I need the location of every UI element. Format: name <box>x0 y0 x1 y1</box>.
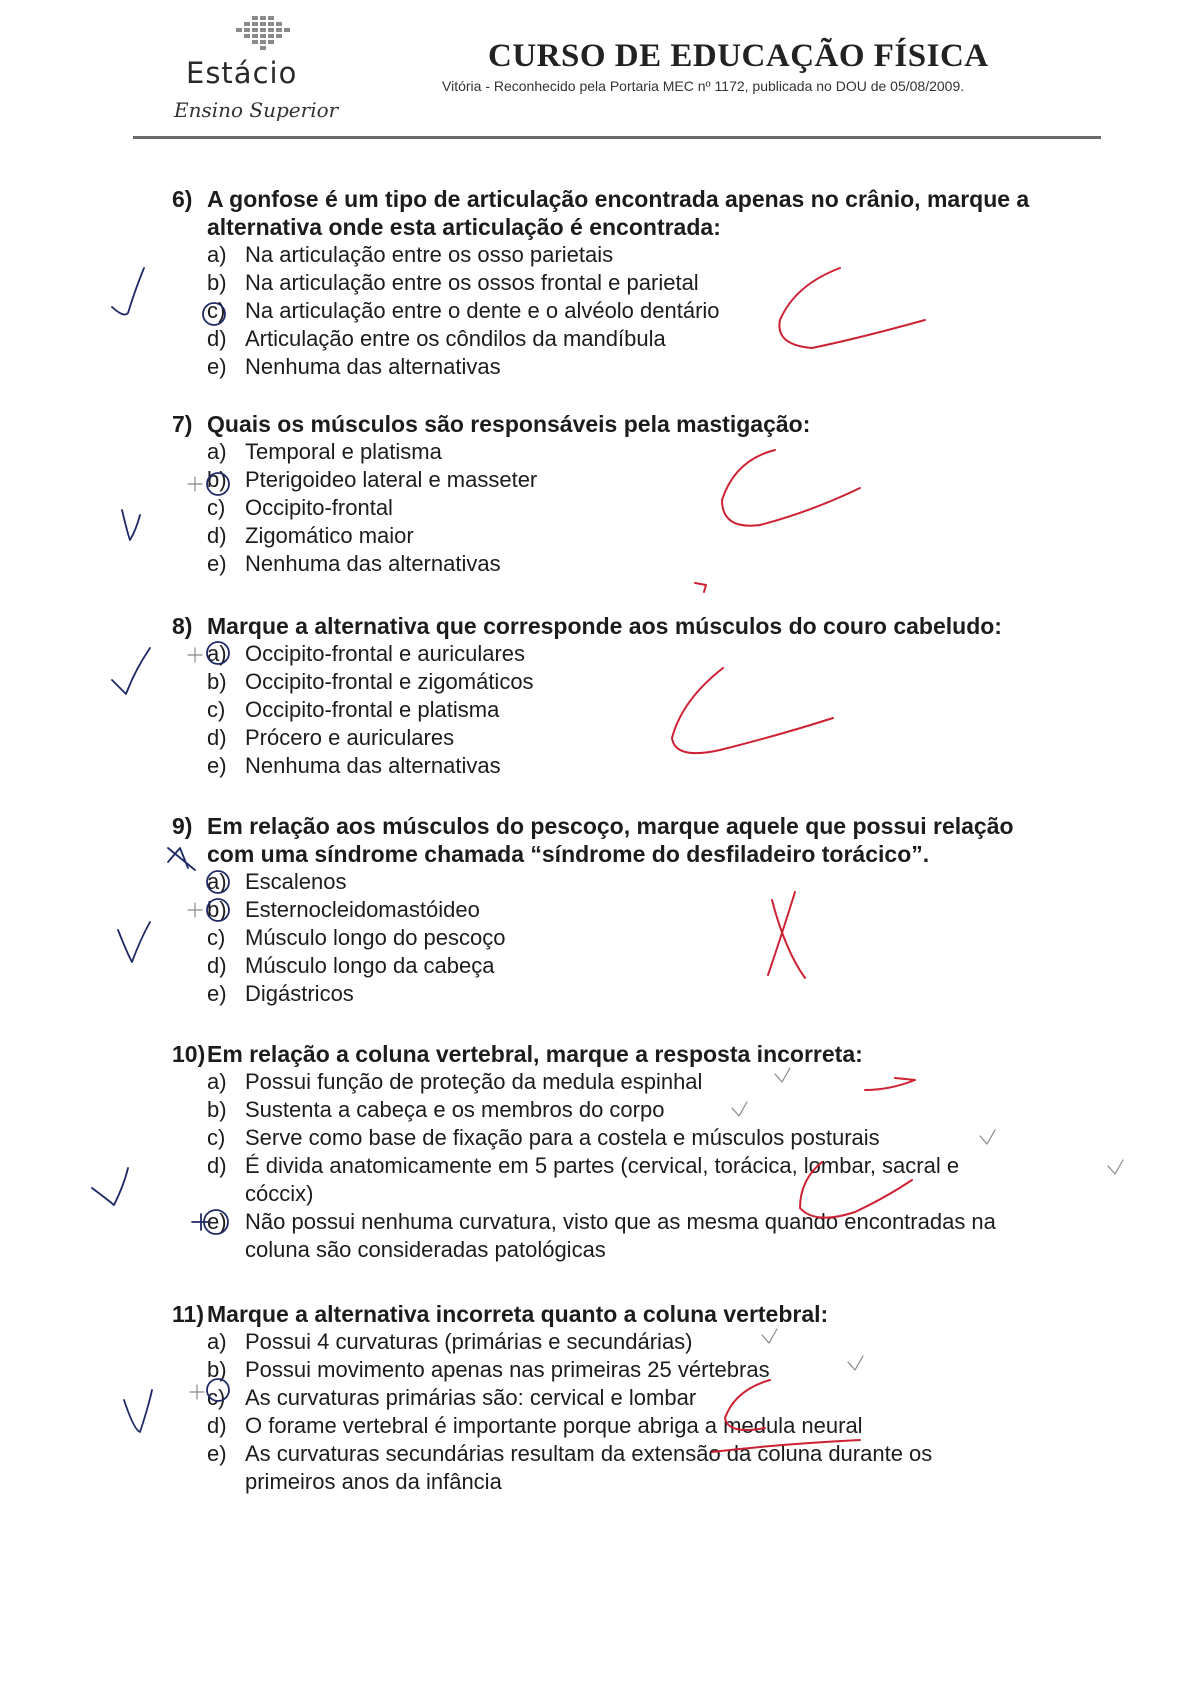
option-e: e) Nenhuma das alternativas <box>207 354 501 379</box>
option-e-continuation: coluna são consideradas patológicas <box>245 1237 606 1262</box>
option-c: c) Occipito-frontal <box>207 495 393 520</box>
option-e: e) Nenhuma das alternativas <box>207 753 501 778</box>
question-9 <box>172 812 1112 1008</box>
option-d: d) Músculo longo da cabeça <box>207 953 495 978</box>
question-text: com uma síndrome chamada “síndrome do desfiladeiro torácico”. <box>207 841 930 867</box>
question-number: 6) <box>172 186 193 212</box>
question-text: alternativa onde esta articulação é encontrada: <box>207 214 721 240</box>
option-c: c) Na articulação entre o dente e o alvéolo dentário <box>207 298 720 323</box>
option-e: e) Não possui nenhuma curvatura, visto que as mesma quando encontradas na <box>207 1209 996 1234</box>
option-e: e) As curvaturas secundárias resultam da extensão da coluna durante os <box>207 1441 933 1466</box>
question-text: A gonfose é um tipo de articulação encontrada apenas no crânio, marque a <box>207 186 1030 212</box>
question-number: 8) <box>172 613 193 639</box>
option-d: d) Articulação entre os côndilos da mandíbula <box>207 326 666 351</box>
tick-mark-icon <box>695 583 706 592</box>
question-7 <box>172 410 1112 578</box>
estacio-logo <box>174 14 366 124</box>
checkmark-icon <box>92 1168 128 1205</box>
option-d: d) Zigomático maior <box>207 523 414 548</box>
option-b: b) Sustenta a cabeça e os membros do corpo <box>207 1097 665 1122</box>
question-text: Quais os músculos são responsáveis pela mastigação: <box>207 411 811 437</box>
option-b: b) Na articulação entre os ossos frontal e parietal <box>207 270 699 295</box>
option-e: e) Nenhuma das alternativas <box>207 551 501 576</box>
question-number: 10) <box>172 1041 206 1067</box>
option-a: a) Na articulação entre os osso parietais <box>207 242 614 267</box>
estacio-emblem-icon <box>222 14 306 54</box>
question-number: 9) <box>172 813 193 839</box>
option-e: e) Digástricos <box>207 981 354 1006</box>
header-divider <box>133 136 1101 139</box>
option-d: d) Prócero e auriculares <box>207 725 455 750</box>
option-a: a) Occipito-frontal e auriculares <box>207 641 526 666</box>
question-number: 11) <box>172 1301 204 1327</box>
option-b: b) Occipito-frontal e zigomáticos <box>207 669 534 694</box>
option-a: a) Escalenos <box>207 869 347 894</box>
checkmark-icon <box>112 268 144 315</box>
question-text: Em relação a coluna vertebral, marque a resposta incorreta: <box>207 1041 863 1067</box>
question-8 <box>172 612 1112 780</box>
option-c: c) As curvaturas primárias são: cervical e lombar <box>207 1385 697 1410</box>
question-number: 7) <box>172 411 193 437</box>
option-a: a) Temporal e platisma <box>207 439 442 464</box>
question-10 <box>172 1040 1112 1264</box>
brand-name: Estácio <box>186 56 298 90</box>
option-b: b) Esternocleidomastóideo <box>207 897 480 922</box>
question-text: Em relação aos músculos do pescoço, marque aquele que possui relação <box>207 813 1014 839</box>
checkmark-icon <box>112 648 150 694</box>
option-e-continuation: primeiros anos da infância <box>245 1469 502 1494</box>
option-d: d) O forame vertebral é importante porque abriga a medula neural <box>207 1413 863 1438</box>
course-title: CURSO DE EDUCAÇÃO FÍSICA <box>488 38 989 74</box>
brand-tagline: Ensino Superior <box>174 98 339 122</box>
option-c: c) Occipito-frontal e platisma <box>207 697 500 722</box>
option-a: a) Possui 4 curvaturas (primárias e secundárias) <box>207 1329 693 1354</box>
option-a: a) Possui função de proteção da medula espinhal <box>207 1069 703 1094</box>
checkmark-icon <box>118 922 150 962</box>
checkmark-icon <box>122 510 140 540</box>
question-text: Marque a alternativa incorreta quanto a coluna vertebral: <box>207 1301 829 1327</box>
question-11 <box>172 1300 1112 1496</box>
option-c: c) Serve como base de fixação para a costela e músculos posturais <box>207 1125 880 1150</box>
page-header <box>0 0 1191 145</box>
question-6 <box>172 185 1112 381</box>
option-d-continuation: cóccix) <box>245 1181 314 1206</box>
option-c: c) Músculo longo do pescoço <box>207 925 506 950</box>
question-text: Marque a alternativa que corresponde aos músculos do couro cabeludo: <box>207 613 1002 639</box>
option-d: d) É divida anatomicamente em 5 partes (cervical, torácica, lombar, sacral e <box>207 1153 960 1178</box>
course-subtitle: Vitória - Reconhecido pela Portaria MEC nº 1172, publicada no DOU de 05/08/2009. <box>442 78 965 94</box>
option-b: b) Possui movimento apenas nas primeiras 25 vértebras <box>207 1357 770 1382</box>
option-b: b) Pterigoideo lateral e masseter <box>207 467 538 492</box>
checkmark-icon <box>124 1390 152 1432</box>
